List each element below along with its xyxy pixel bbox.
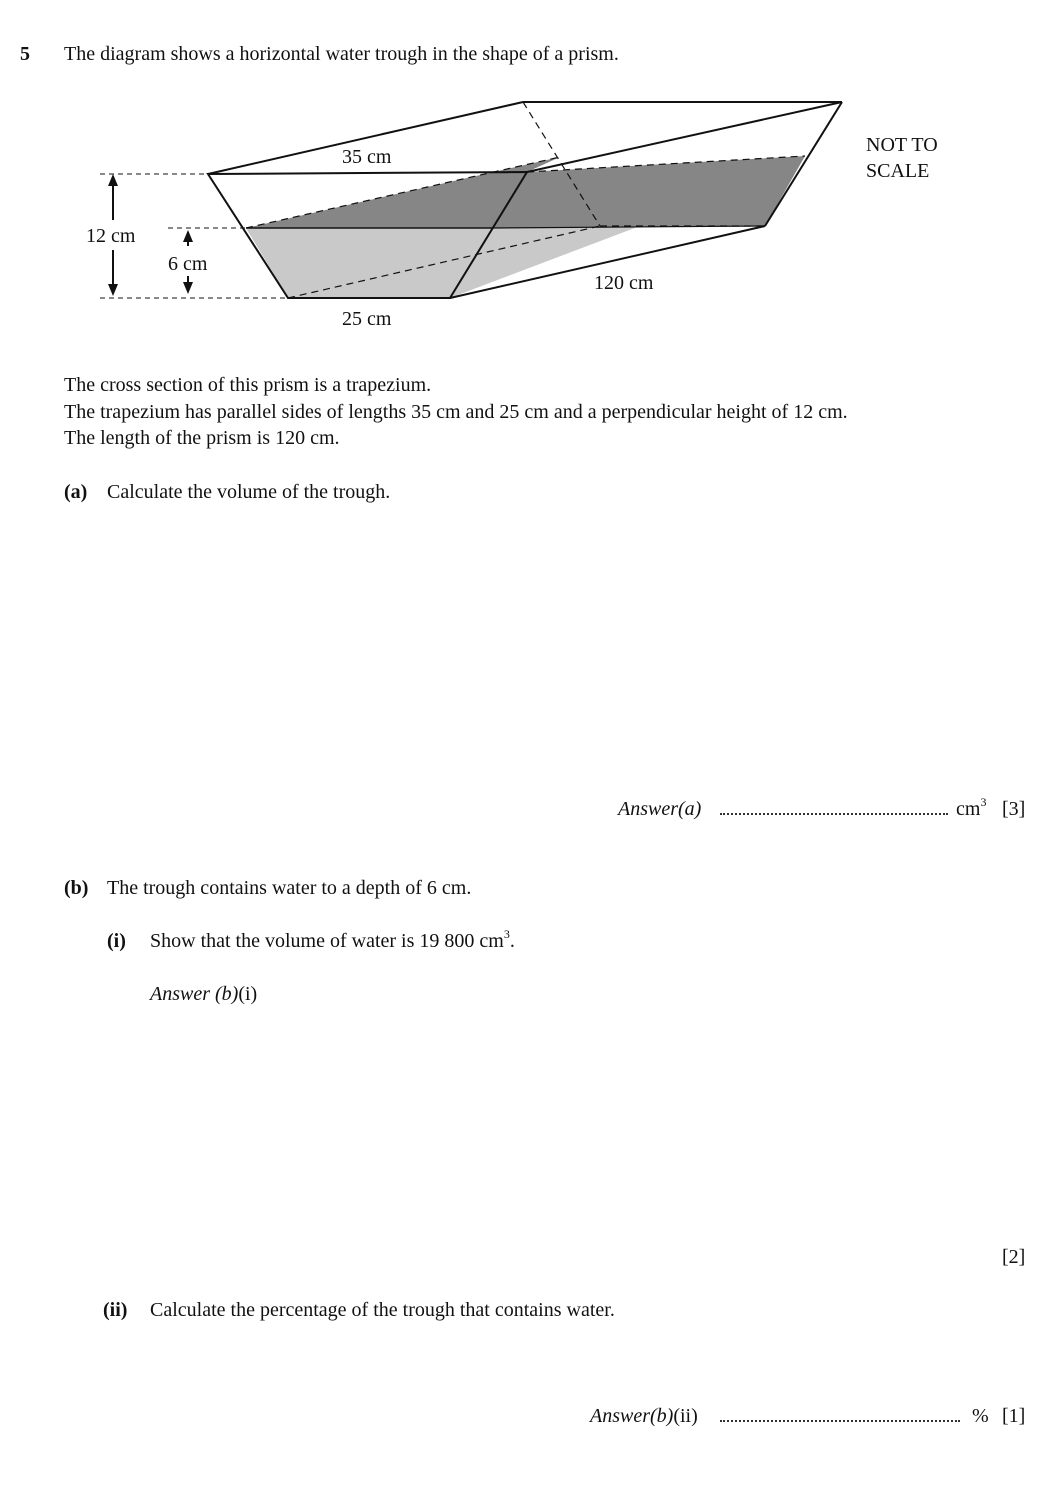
water-top-surface (246, 156, 805, 228)
answer-b-ii-label: Answer(b)(ii) (590, 1405, 698, 1427)
answer-a-label: Answer(a) (618, 798, 702, 820)
part-b-i-label: (i) (107, 930, 126, 952)
answer-b-ii-unit: % (972, 1405, 989, 1427)
label-bottom-width: 25 cm (342, 308, 392, 330)
answer-b-i-label: Answer (b)(i) (150, 983, 258, 1005)
trough-diagram (0, 0, 1061, 340)
part-b-text: The trough contains water to a depth of 6 cm. (107, 877, 472, 899)
question-number: 5 (20, 43, 30, 65)
depth-arrowhead-down (183, 282, 193, 294)
height-arrowhead-up (108, 174, 118, 186)
marks-b-ii: [1] (1002, 1405, 1026, 1427)
label-top-width: 35 cm (342, 146, 392, 168)
part-b-i-text: Show that the volume of water is 19 800 $cm^3$. (150, 927, 515, 952)
not-to-scale-2: SCALE (866, 160, 930, 182)
description-line-3: The length of the prism is 120 cm. (64, 427, 340, 449)
part-b-ii-text: Calculate the percentage of the trough that contains water. (150, 1299, 615, 1321)
description-line-2: The trapezium has parallel sides of lengths 35 cm and 25 cm and a perpendicular height of 12 cm. (64, 401, 848, 423)
answer-b-ii-line[interactable] (720, 1404, 960, 1428)
part-b-ii-label: (ii) (103, 1299, 128, 1321)
depth-arrowhead-up (183, 230, 193, 242)
label-length: 120 cm (594, 272, 654, 294)
part-b-label: (b) (64, 877, 89, 899)
answer-a-line[interactable] (720, 797, 948, 821)
height-arrowhead-down (108, 284, 118, 296)
part-a-text: Calculate the volume of the trough. (107, 481, 391, 503)
marks-b-i: [2] (1002, 1246, 1026, 1268)
marks-a: [3] (1002, 798, 1026, 820)
description-line-1: The cross section of this prism is a trapezium. (64, 374, 432, 396)
question-intro: The diagram shows a horizontal water trough in the shape of a prism. (64, 43, 619, 65)
part-a-label: (a) (64, 481, 88, 503)
label-height: 12 cm (86, 225, 136, 247)
not-to-scale-1: NOT TO (866, 134, 938, 156)
answer-a-unit: $cm^3$ (956, 795, 987, 820)
label-depth: 6 cm (168, 253, 208, 275)
